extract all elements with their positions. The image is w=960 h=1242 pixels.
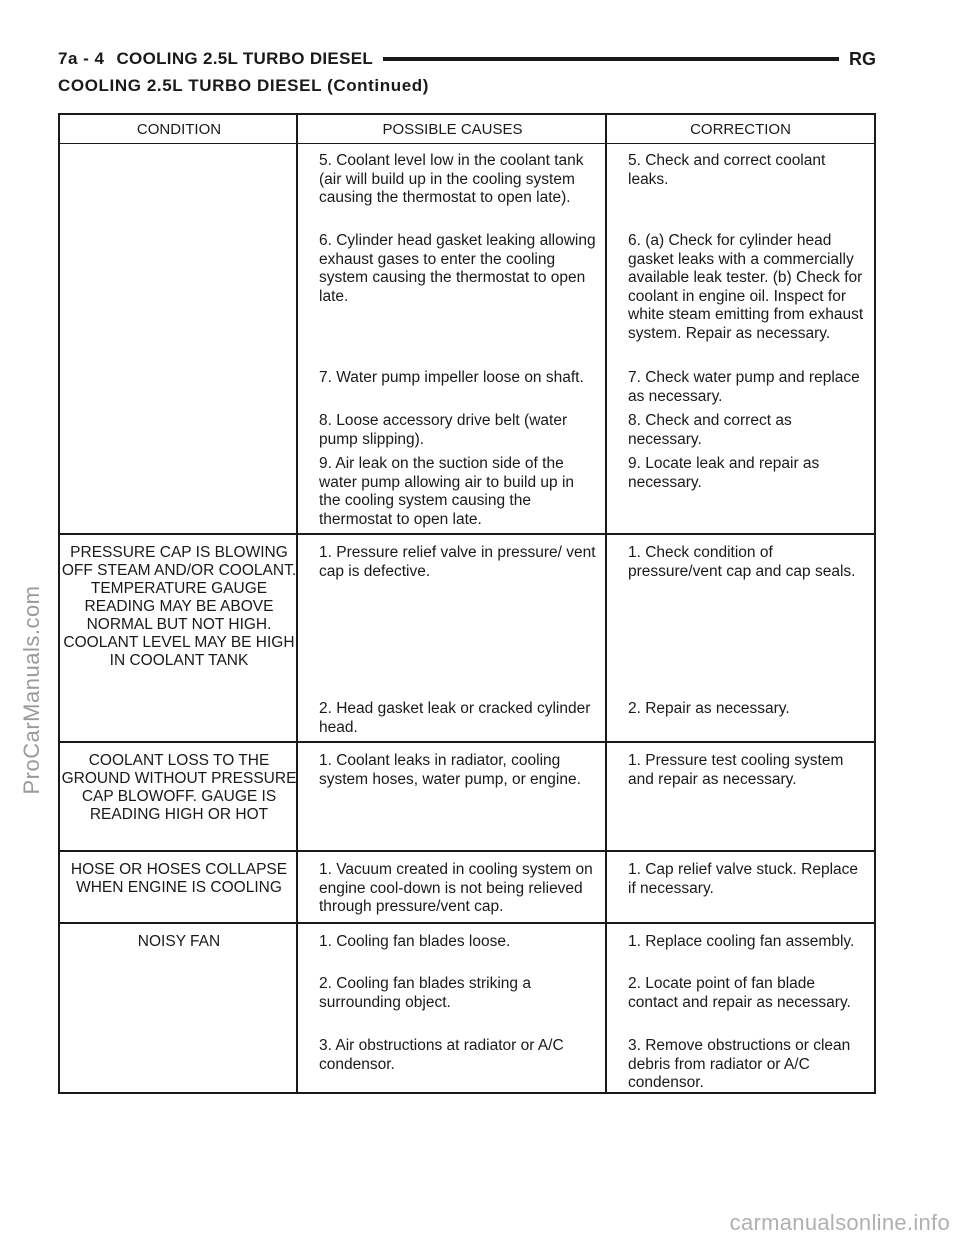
column-header-correction: CORRECTION [690,120,791,138]
table-cell-cause: 2. Cooling fan blades striking a surrounding object. [319,975,531,1011]
section-title: COOLING 2.5L TURBO DIESEL [116,49,374,68]
page-number: 7a - 4 [58,49,105,68]
table-cell-condition: PRESSURE CAP IS BLOWING OFF STEAM AND/OR COOLANT. TEMPERATURE GAUGE READING MAY BE ABOVE NORMAL BUT NOT HIGH. COOLANT LEVEL MAY BE HIGH IN COOLANT TANK [61,544,297,669]
table-cell-condition: HOSE OR HOSES COLLAPSE WHEN ENGINE IS COOLING [70,861,288,896]
table-cell-condition: COOLANT LOSS TO THE GROUND WITHOUT PRESSURE CAP BLOWOFF. GAUGE IS READING HIGH OR HOT [61,752,297,823]
row-separator [60,741,874,743]
table-cell-correction: 1. Cap relief valve stuck. Replace if necessary. [628,861,859,897]
table-cell-correction: 9. Locate leak and repair as necessary. [628,455,820,491]
table-cell-cause: 3. Air obstructions at radiator or A/C condensor. [319,1037,564,1073]
table-cell-correction: 2. Repair as necessary. [628,700,790,717]
table-cell-cause: 6. Cylinder head gasket leaking allowing exhaust gases to enter the cooling system causing the thermostat to open late. [319,232,596,305]
table-cell-correction: 1. Pressure test cooling system and repair as necessary. [628,752,844,788]
table-cell-correction: 2. Locate point of fan blade contact and repair as necessary. [628,975,851,1011]
row-separator [60,533,874,535]
column-header-condition: CONDITION [136,120,222,138]
table-cell-cause: 1. Vacuum created in cooling system on engine cool-down is not being relieved through pressure/vent cap. [319,861,593,915]
table-cell-correction: 5. Check and correct coolant leaks. [628,152,826,188]
table-cell-correction: 1. Check condition of pressure/vent cap and cap seals. [628,544,856,580]
page-subtitle: COOLING 2.5L TURBO DIESEL (Continued) [58,76,430,95]
column-header-causes: POSSIBLE CAUSES [382,120,523,138]
table-cell-cause: 5. Coolant level low in the coolant tank (air will build up in the cooling system causing the thermostat to open late). [319,152,584,206]
column-divider [605,115,607,1092]
bottom-watermark: carmanualsonline.info [729,1210,950,1235]
table-cell-cause: 2. Head gasket leak or cracked cylinder head. [319,700,591,736]
table-cell-correction: 3. Remove obstructions or clean debris from radiator or A/C condensor. [628,1037,851,1091]
header-rule [383,57,839,61]
table-cell-cause: 1. Cooling fan blades loose. [319,933,511,950]
table-cell-cause: 1. Coolant leaks in radiator, cooling system hoses, water pump, or engine. [319,752,581,788]
table-header-row [60,115,874,144]
side-watermark: ProCarManuals.com [19,585,44,795]
table-cell-correction: 8. Check and correct as necessary. [628,412,792,448]
row-separator [60,850,874,852]
table-cell-cause: 8. Loose accessory drive belt (water pump slipping). [319,412,568,448]
row-separator [60,922,874,924]
table-cell-cause: 1. Pressure relief valve in pressure/ vent cap is defective. [319,544,596,580]
table-cell-correction: 6. (a) Check for cylinder head gasket leaks with a commercially available leak tester. (b) Check for coolant in engine oil. Inspect for white steam emitting from exhaust system. Repair as necessary. [628,232,864,342]
manual-code: RG [849,48,876,69]
table-cell-correction: 7. Check water pump and replace as necessary. [628,369,860,405]
table-cell-cause: 7. Water pump impeller loose on shaft. [319,369,584,386]
table-cell-cause: 9. Air leak on the suction side of the water pump allowing air to build up in the cooling system causing the thermostat to open late. [319,455,575,528]
diagnosis-table [58,113,876,1094]
table-cell-condition: NOISY FAN [137,933,221,950]
table-cell-correction: 1. Replace cooling fan assembly. [628,933,855,950]
page-header [58,44,876,74]
